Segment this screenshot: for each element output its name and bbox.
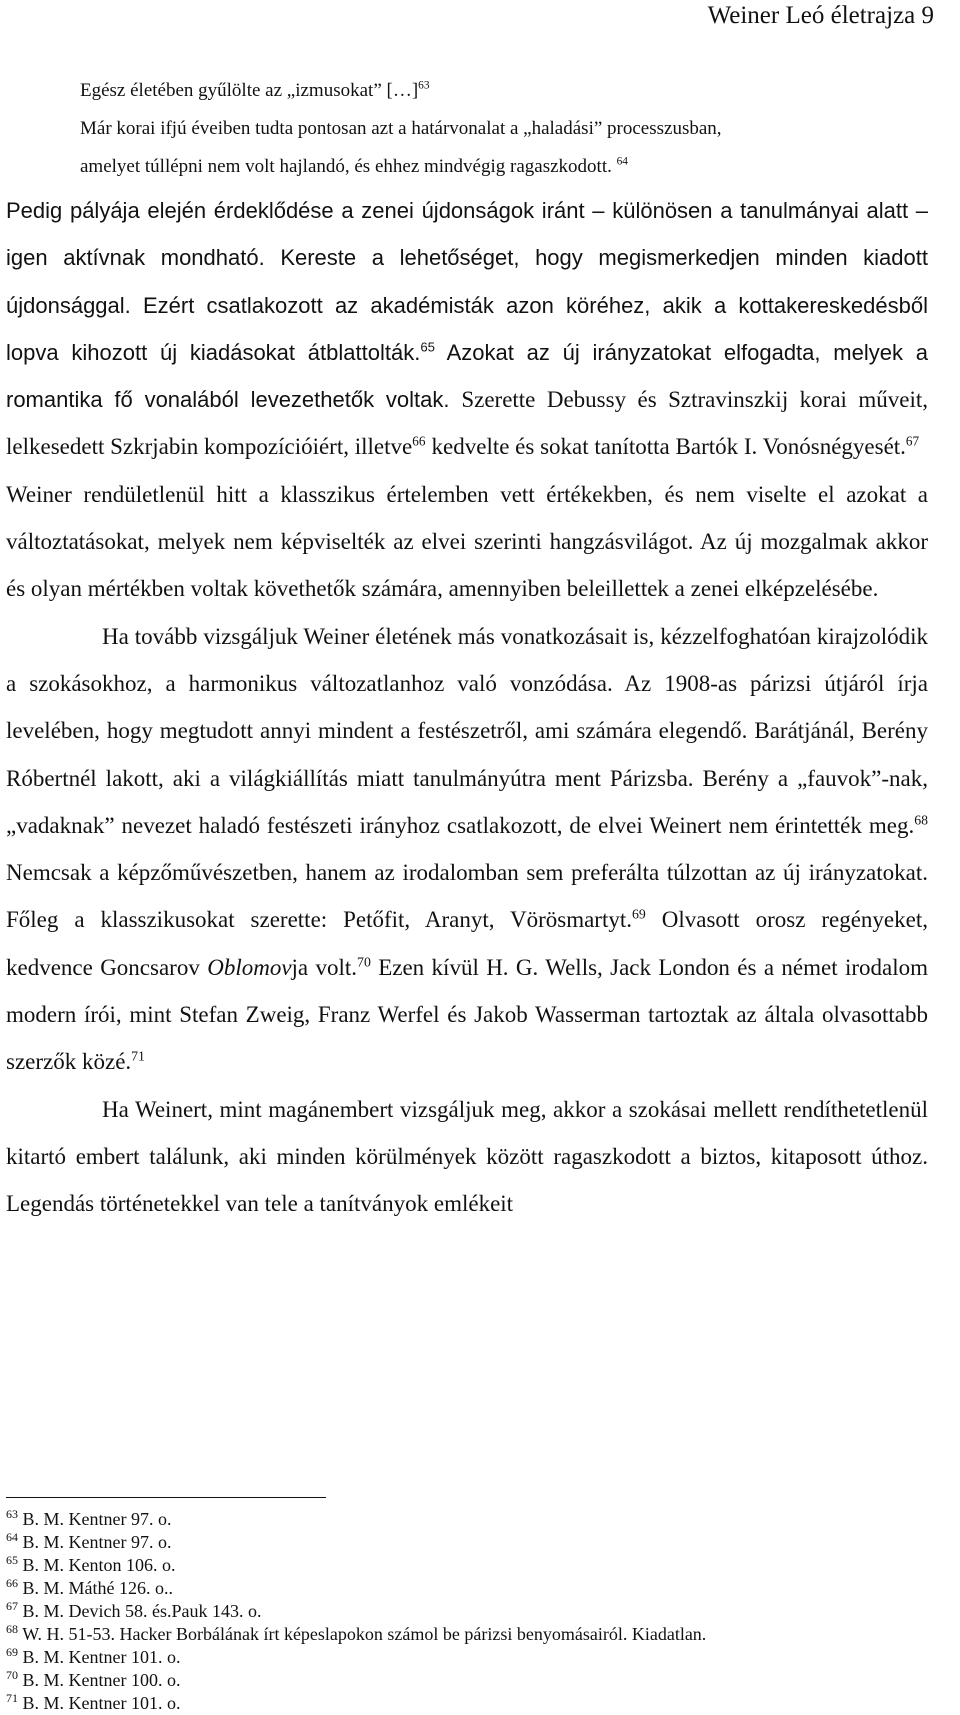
book-title: Oblomov xyxy=(207,954,292,980)
footnote-ref[interactable]: 65 xyxy=(420,339,435,355)
footnote-ref[interactable]: 66 xyxy=(412,434,426,450)
footnote-separator xyxy=(6,1497,326,1498)
quote-line: Egész életében gyűlölte az „izmusokat” […]$^{63}$ xyxy=(80,79,430,101)
footnote-ref[interactable]: 71 xyxy=(131,1048,145,1064)
footnote: $^{64}$ B. M. Kentner 97. o. xyxy=(6,1530,172,1552)
footnote-ref[interactable]: 68 xyxy=(914,812,928,828)
footnote: $^{70}$ B. M. Kentner 100. o. xyxy=(6,1668,181,1690)
quote-line: amelyet túllépni nem volt hajlandó, és ehhez mindvégig ragaszkodott. $^{64}$ xyxy=(80,155,628,177)
footnote-ref[interactable]: 69 xyxy=(632,906,646,922)
footnote-ref[interactable]: 63 xyxy=(418,79,430,92)
footnote-number: 66 xyxy=(6,1576,18,1590)
footnote: $^{63}$ B. M. Kentner 97. o. xyxy=(6,1507,172,1529)
paragraph: Ha tovább vizsgáljuk Weiner életének más vonatkozásait is, kézzelfoghatóan kirajzolódik a szokásokhoz, a harmonikus változatlanhoz való vonzódása. Az 1908-as párizsi útjáról írja levelében, hogy megtudott annyi mindent a festészetről, ami számára elegendő. Barátjánál, Berény Róbertnél lakott, aki a világkiállítás miatt tanulmányútra ment Párizsba. Berény a „fauvok”-nak, „vadaknak” nevezet haladó festészeti irányhoz csatlakozott, de elvei Weinert nem érintették meg.$^{68}$ Nemcsak a képzőművészetben, hanem az irodalomban sem preferálta túlzottan az új irányzatokat. Főleg a klasszikusokat szerette: Petőfit, Aranyt, Vörösmartyt.$^{69}$ Olvasott orosz regényeket, kedvence Goncsarov Oblomovja volt.$^{70}$ Ezen kívül H. G. Wells, Jack London és a német irodalom modern írói, mint Stefan Zweig, Franz Werfel és Jakob Wasserman tartoztak az általa olvasottabb szerzők közé.$^{71}$ xyxy=(6,623,928,1075)
footnote-number: 70 xyxy=(6,1668,18,1682)
footnote-number: 71 xyxy=(6,1691,18,1705)
paragraph: Pedig pályája elején érdeklődése a zenei újdonságok iránt – különösen a tanulmányai alatt – igen aktívnak mondható. Kereste a lehetőséget, hogy megismerkedjen minden kiadott újdonsággal. Ezért csatlakozott az akadémisták azon köréhez, akik a kottakereskedésből lopva kihozott új kiadásokat átblattolták.$^{65}$ Azokat az új irányzatokat elfogadta, melyek a romantika fő vonalából levezethetők voltak. Szerette Debussy és Sztravinszkij korai műveit, lelkesedett Szkrjabin kompozícióiért, illetve$^{66}$ kedvelte és sokat tanította Bartók I. Vonósnégyesét.$^{67}$ xyxy=(6,198,929,460)
footnote-number: 67 xyxy=(6,1599,18,1613)
footnote: $^{68}$ W. H. 51-53. Hacker Borbálának írt képeslapokon számol be párizsi benyomásairól. Kiadatlan. xyxy=(6,1622,707,1644)
footnote-number: 69 xyxy=(6,1645,18,1659)
paragraph: Weiner rendületlenül hitt a klasszikus értelemben vett értékekben, és nem viselte el azokat a változtatásokat, melyek nem képviselték az elvei szerinti hangzásvilágot. Az új mozgalmak akkor és olyan mértékben voltak követhetők számára, amennyiben beleillettek a zenei elképzelésébe. xyxy=(6,481,928,602)
footnote-number: 63 xyxy=(6,1507,18,1521)
footnote: $^{69}$ B. M. Kentner 101. o. xyxy=(6,1645,181,1667)
footnote-ref[interactable]: 67 xyxy=(905,434,920,450)
footnote: $^{65}$ B. M. Kenton 106. o. xyxy=(6,1553,176,1575)
block-quote xyxy=(80,72,926,186)
quote-line: Már korai ifjú éveiben tudta pontosan azt a határvonalat a „haladási” processzusban, xyxy=(80,118,722,139)
footnote-number: 64 xyxy=(6,1530,18,1544)
footnote-number: 68 xyxy=(6,1622,18,1636)
footnotes xyxy=(6,1508,926,1715)
paragraph: Ha Weinert, mint magánembert vizsgáljuk meg, akkor a szokásai mellett rendíthetetlenül kitartó embert találunk, aki minden körülmények között ragaszkodott a biztos, kitaposott úthoz. Legendás történetekkel van tele a tanítványok emlékeit xyxy=(6,1096,928,1217)
footnote-ref[interactable]: 70 xyxy=(357,954,371,970)
footnote: $^{66}$ B. M. Máthé 126. o.. xyxy=(6,1576,173,1598)
footnote-number: 65 xyxy=(6,1553,18,1567)
footnote: $^{67}$ B. M. Devich 58. és.Pauk 143. o. xyxy=(6,1599,262,1621)
main-text xyxy=(6,187,928,1228)
footnote-ref[interactable]: 64 xyxy=(616,155,628,168)
footnote: $^{71}$ B. M. Kentner 101. o. xyxy=(6,1691,181,1713)
running-header: Weiner Leó életrajza 9 xyxy=(707,2,934,29)
